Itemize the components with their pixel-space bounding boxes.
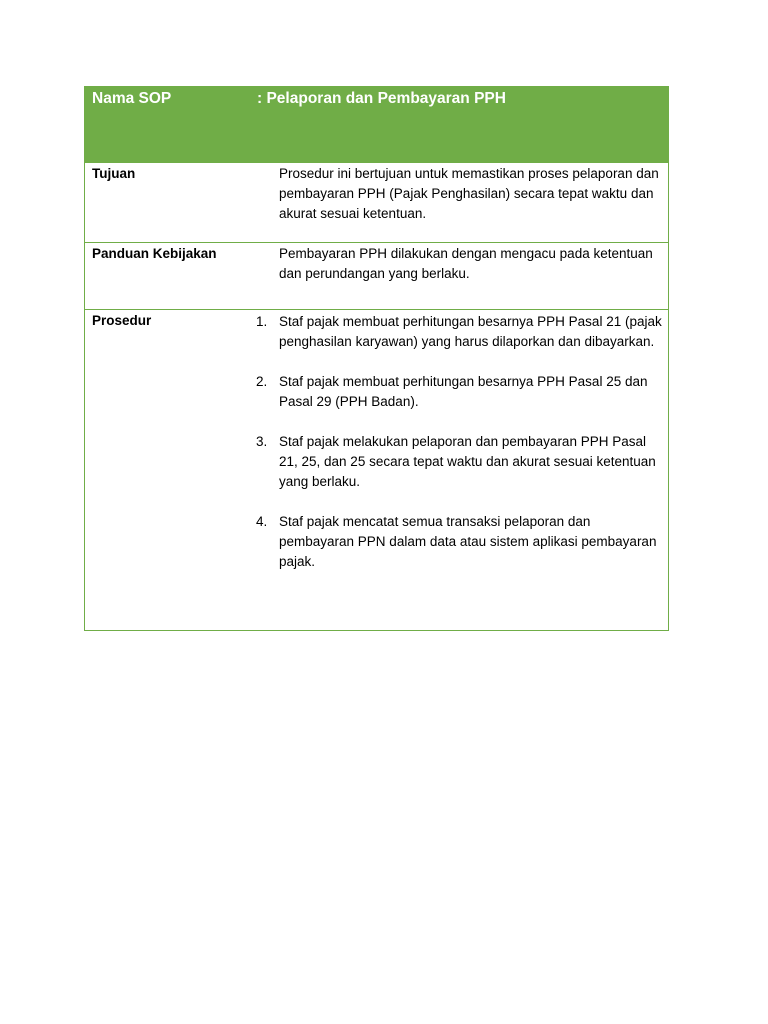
step-text: Staf pajak mencatat semua transaksi pelaporan dan pembayaran PPN dalam data atau sistem aplikasi pembayaran pajak. (279, 514, 657, 569)
step-text: Staf pajak melakukan pelaporan dan pembayaran PPH Pasal 21, 25, dan 25 secara tepat waktu dan akurat sesuai ketentuan yang berlaku. (279, 434, 656, 489)
panduan-kebijakan-row (85, 242, 668, 309)
prosedur-step-list (245, 312, 663, 592)
step-number: 3. (256, 434, 268, 449)
prosedur-step (245, 432, 663, 492)
step-number: 4. (256, 514, 268, 529)
step-text: Staf pajak membuat perhitungan besarnya PPH Pasal 21 (pajak penghasilan karyawan) yang harus dilaporkan dan dibayarkan. (279, 314, 662, 349)
sop-table (84, 86, 669, 631)
step-number: 2. (256, 374, 268, 389)
step-number: 1. (256, 314, 268, 329)
prosedur-step (245, 512, 663, 572)
sop-name-value: : Pelaporan dan Pembayaran PPH (257, 90, 506, 107)
tujuan-text: Prosedur ini bertujuan untuk memastikan proses pelaporan dan pembayaran PPH (Pajak Penghasilan) secara tepat waktu dan akurat sesuai ketentuan. (279, 166, 659, 221)
panduan-kebijakan-label: Panduan Kebijakan (92, 246, 217, 261)
prosedur-step (245, 372, 663, 412)
panduan-kebijakan-text: Pembayaran PPH dilakukan dengan mengacu pada ketentuan dan perundangan yang berlaku. (279, 246, 653, 281)
tujuan-label: Tujuan (92, 166, 136, 181)
sop-name-label: Nama SOP (92, 90, 172, 107)
prosedur-row (85, 309, 668, 630)
sop-header-row (85, 87, 668, 162)
tujuan-row (85, 162, 668, 242)
step-text: Staf pajak membuat perhitungan besarnya PPH Pasal 25 dan Pasal 29 (PPH Badan). (279, 374, 648, 409)
prosedur-step (245, 312, 663, 352)
prosedur-label: Prosedur (92, 313, 152, 328)
